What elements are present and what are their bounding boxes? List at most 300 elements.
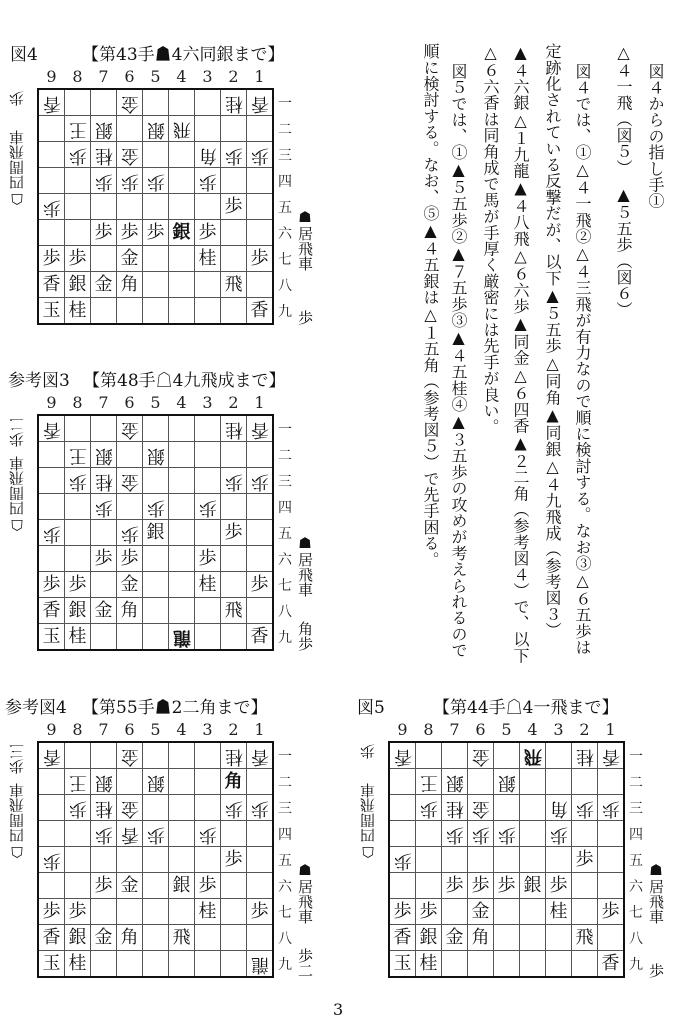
gote-piece: 香 — [42, 418, 61, 440]
board-square — [65, 821, 90, 846]
board-square — [65, 272, 90, 297]
gote-piece: 香 — [120, 823, 139, 845]
rank-number: 四 — [278, 826, 292, 843]
board-square — [91, 494, 116, 519]
board-square — [117, 899, 142, 924]
file-number: 6 — [124, 67, 135, 86]
board-square — [39, 168, 64, 193]
board-square — [494, 847, 519, 872]
board-square — [65, 598, 90, 623]
board-square — [247, 795, 272, 820]
board-square — [117, 743, 142, 768]
sente-strategy: 居飛車 — [296, 226, 314, 271]
sente-piece: 銀 — [68, 926, 87, 948]
board-square — [572, 951, 597, 976]
gote-strategy: 四間飛車 — [8, 130, 26, 190]
gote-piece: 金 — [120, 745, 139, 767]
board-square — [390, 847, 415, 872]
gote-piece: 歩 — [146, 496, 165, 518]
board-square — [143, 821, 168, 846]
sente-piece: 桂 — [68, 952, 87, 974]
board-square — [416, 925, 441, 950]
board-square — [247, 598, 272, 623]
board-square — [91, 220, 116, 245]
board-square — [143, 142, 168, 167]
gote-piece: 歩 — [393, 849, 412, 871]
board-square — [117, 142, 142, 167]
sente-piece: 桂 — [198, 900, 217, 922]
sente-piece: 桂 — [198, 573, 217, 595]
rank-number: 二 — [629, 774, 643, 791]
sente-piece: 歩 — [419, 900, 438, 922]
sente-pieces-in-hand: 歩 — [647, 963, 665, 978]
sente-player-info — [296, 534, 314, 651]
board-square — [195, 873, 220, 898]
sente-piece: 金 — [120, 573, 139, 595]
sente-piece: 歩 — [224, 521, 243, 543]
gote-piece: 王 — [419, 771, 438, 793]
rank-number: 三 — [278, 147, 292, 164]
board-square — [468, 769, 493, 794]
sente-piece: 歩 — [120, 547, 139, 569]
board-square — [221, 416, 246, 441]
board-square — [247, 168, 272, 193]
board-square — [494, 899, 519, 924]
board-square — [169, 142, 194, 167]
board-square — [117, 873, 142, 898]
board-square — [143, 769, 168, 794]
sente-piece: 歩 — [42, 573, 61, 595]
board-square — [169, 899, 194, 924]
file-number: 8 — [72, 393, 83, 412]
board-square — [91, 168, 116, 193]
board-square — [221, 546, 246, 571]
board-square — [494, 743, 519, 768]
board-square — [143, 624, 168, 649]
file-number: 3 — [202, 720, 213, 739]
sente-pieces-in-hand: 角歩 — [296, 621, 314, 651]
rank-number: 二 — [278, 447, 292, 464]
sente-piece: 玉 — [42, 299, 61, 321]
board-square — [143, 246, 168, 271]
board-square — [169, 795, 194, 820]
board-square — [39, 899, 64, 924]
board-square — [39, 246, 64, 271]
board-square — [468, 899, 493, 924]
board-square — [546, 847, 571, 872]
gote-piece: 香 — [42, 745, 61, 767]
board-square — [247, 899, 272, 924]
rank-number: 二 — [278, 121, 292, 138]
gote-piece: 歩 — [224, 470, 243, 492]
board-square — [195, 572, 220, 597]
sente-piece: 金 — [445, 926, 464, 948]
gote-piece: 香 — [601, 745, 620, 767]
gote-piece: 金 — [120, 92, 139, 114]
board-square — [468, 795, 493, 820]
board-square — [39, 116, 64, 141]
gote-piece: 金 — [471, 745, 490, 767]
gote-player-name — [8, 456, 26, 534]
board-square — [572, 899, 597, 924]
gote-piece: 歩 — [250, 470, 269, 492]
board-square — [546, 951, 571, 976]
sente-piece: 歩 — [497, 874, 516, 896]
board-square — [247, 847, 272, 872]
board-square — [598, 821, 623, 846]
sente-piece: 歩 — [198, 874, 217, 896]
board-square — [169, 546, 194, 571]
figure-label: 図4 — [10, 45, 38, 65]
board-square — [39, 494, 64, 519]
board-square — [572, 821, 597, 846]
board-square — [91, 925, 116, 950]
board-square — [169, 847, 194, 872]
gote-piece: 王 — [68, 771, 87, 793]
gote-piece: 銀 — [94, 444, 113, 466]
board-square — [117, 194, 142, 219]
board-square — [65, 220, 90, 245]
board-square — [468, 743, 493, 768]
gote-pieces-in-hand: 歩三 — [8, 744, 26, 774]
board-square — [169, 246, 194, 271]
board-square — [195, 847, 220, 872]
sente-piece: 桂 — [419, 952, 438, 974]
file-number: 1 — [605, 720, 616, 739]
rank-number: 三 — [629, 800, 643, 817]
sente-piece: 飛 — [575, 926, 594, 948]
board-square — [416, 951, 441, 976]
sente-piece: 桂 — [549, 900, 568, 922]
sente-player-info — [647, 861, 665, 978]
sente-piece: 香 — [601, 952, 620, 974]
gote-piece: 歩 — [198, 170, 217, 192]
sente-piece: 銀 — [172, 874, 191, 896]
board-square — [169, 168, 194, 193]
gote-piece: 歩 — [224, 144, 243, 166]
board-square — [572, 743, 597, 768]
diagram-fig5 — [357, 698, 665, 978]
sente-player-name — [296, 534, 314, 597]
rank-number: 三 — [278, 800, 292, 817]
sente-piece: 金 — [94, 599, 113, 621]
sente-piece: 歩 — [393, 900, 412, 922]
gote-piece: 歩 — [146, 170, 165, 192]
board-square — [65, 442, 90, 467]
board-square — [91, 298, 116, 323]
gote-piece: 銀 — [94, 118, 113, 140]
gote-piece: 桂 — [224, 745, 243, 767]
board-square — [598, 743, 623, 768]
commentary-line: 図４では、①△４一飛②△４三飛が有力なので順に検討する。なお③△６五歩は — [573, 63, 592, 656]
board-square — [65, 142, 90, 167]
board-square — [221, 795, 246, 820]
board-square — [195, 298, 220, 323]
file-labels — [39, 68, 272, 86]
board-square — [221, 246, 246, 271]
rank-labels — [277, 743, 293, 976]
board-square — [195, 116, 220, 141]
gote-piece: 歩 — [419, 797, 438, 819]
sente-piece: 角 — [120, 926, 139, 948]
board-square — [221, 442, 246, 467]
board-square — [468, 821, 493, 846]
board-square — [117, 416, 142, 441]
gote-strategy: 四間飛車 — [359, 783, 377, 843]
gote-piece: 歩 — [224, 797, 243, 819]
file-number: 6 — [475, 720, 486, 739]
file-labels — [39, 394, 272, 412]
board-square — [247, 951, 272, 976]
board-square — [143, 272, 168, 297]
gote-piece: 歩 — [68, 797, 87, 819]
gote-piece: 歩 — [250, 144, 269, 166]
rank-number: 六 — [629, 878, 643, 895]
board-square — [195, 743, 220, 768]
board-square — [39, 873, 64, 898]
board-square — [169, 598, 194, 623]
board-square — [247, 246, 272, 271]
board-square — [143, 220, 168, 245]
board-square — [169, 951, 194, 976]
board-square — [468, 951, 493, 976]
board-square — [169, 769, 194, 794]
move-sequence-2: ▲５五歩（図６） — [614, 185, 633, 318]
board-square — [247, 468, 272, 493]
board-square — [39, 572, 64, 597]
sente-player-info — [296, 861, 314, 978]
sente-piece: 銀 — [172, 221, 191, 243]
board-square — [520, 795, 545, 820]
sente-piece: 香 — [42, 599, 61, 621]
board-square — [520, 925, 545, 950]
commentary-line: △６六香は同角成で馬が手厚く厳密には先手が良い。 — [481, 43, 500, 435]
sente-pieces-in-hand: 歩二 — [296, 948, 314, 978]
sente-piece: 歩 — [94, 874, 113, 896]
board-square — [390, 873, 415, 898]
gote-piece: 歩 — [42, 849, 61, 871]
rank-number: 八 — [278, 603, 292, 620]
board-square — [39, 821, 64, 846]
gote-pieces-in-hand: 歩 — [359, 744, 377, 759]
sente-mark-icon: ☗ — [296, 534, 314, 552]
gote-strategy: 四間飛車 — [8, 456, 26, 516]
board-square — [416, 899, 441, 924]
gote-mark-icon: ☖ — [8, 190, 26, 208]
file-number: 7 — [98, 720, 109, 739]
file-number: 5 — [150, 720, 161, 739]
sente-piece: 歩 — [250, 573, 269, 595]
board-square — [520, 951, 545, 976]
board-square — [195, 272, 220, 297]
gote-piece: 飛 — [523, 745, 542, 767]
board-square — [117, 468, 142, 493]
board-square — [91, 90, 116, 115]
diagram-reference-3 — [8, 371, 314, 651]
board-square — [598, 873, 623, 898]
board-square — [143, 416, 168, 441]
file-number: 2 — [228, 67, 239, 86]
sente-piece: 歩 — [471, 874, 490, 896]
sente-piece: 金 — [120, 874, 139, 896]
board-square — [520, 769, 545, 794]
board-square — [598, 847, 623, 872]
board-square — [39, 795, 64, 820]
board-square — [39, 951, 64, 976]
board-square — [247, 546, 272, 571]
board-square — [247, 442, 272, 467]
sente-strategy: 居飛車 — [296, 552, 314, 597]
gote-piece: 銀 — [445, 771, 464, 793]
sente-piece: 飛 — [224, 273, 243, 295]
sente-piece: 香 — [250, 625, 269, 647]
rank-number: 七 — [278, 577, 292, 594]
board-square — [91, 743, 116, 768]
board-square — [572, 873, 597, 898]
board-square — [91, 142, 116, 167]
board-square — [39, 769, 64, 794]
gote-piece: 香 — [250, 745, 269, 767]
gote-piece: 歩 — [575, 797, 594, 819]
sente-piece: 銀 — [419, 926, 438, 948]
board-square — [117, 821, 142, 846]
rank-number: 四 — [629, 826, 643, 843]
sente-piece: 歩 — [94, 547, 113, 569]
board-square — [39, 142, 64, 167]
board-square — [416, 743, 441, 768]
board-square — [195, 246, 220, 271]
sente-piece: 歩 — [198, 547, 217, 569]
board-square — [221, 572, 246, 597]
figure-label: 参考図3 — [8, 371, 70, 391]
board-square — [494, 925, 519, 950]
board-square — [247, 572, 272, 597]
board-square — [494, 795, 519, 820]
sente-piece: 銀 — [68, 599, 87, 621]
sente-piece: 桂 — [198, 247, 217, 269]
board-square — [247, 769, 272, 794]
board-square — [390, 899, 415, 924]
file-number: 4 — [527, 720, 538, 739]
gote-piece: 角 — [198, 144, 217, 166]
rank-labels — [628, 743, 644, 976]
gote-piece: 歩 — [549, 823, 568, 845]
board-square — [169, 194, 194, 219]
board-square — [143, 116, 168, 141]
rank-number: 四 — [278, 499, 292, 516]
board-square — [91, 847, 116, 872]
sente-piece: 飛 — [172, 926, 191, 948]
board-square — [195, 624, 220, 649]
file-number: 2 — [228, 393, 239, 412]
board-square — [546, 743, 571, 768]
board-square — [494, 769, 519, 794]
board-square — [91, 246, 116, 271]
sente-piece: 角 — [120, 599, 139, 621]
board-square — [546, 873, 571, 898]
board-square — [39, 468, 64, 493]
board-square — [195, 951, 220, 976]
file-number: 3 — [202, 67, 213, 86]
rank-number: 六 — [278, 225, 292, 242]
commentary-line: 定跡化されている反撃だが、以下▲５五歩△同角▲同銀△４九飛成（参考図３） — [543, 43, 562, 639]
board-square — [65, 743, 90, 768]
board-square — [143, 298, 168, 323]
board-square — [91, 951, 116, 976]
board-square — [65, 298, 90, 323]
board-square — [117, 951, 142, 976]
board-square — [169, 220, 194, 245]
gote-piece: 歩 — [68, 144, 87, 166]
board-square — [494, 873, 519, 898]
diagram-fig4 — [8, 45, 314, 325]
board-square — [247, 142, 272, 167]
board-square — [143, 743, 168, 768]
board-square — [65, 520, 90, 545]
gote-piece: 桂 — [94, 470, 113, 492]
sente-piece: 玉 — [42, 952, 61, 974]
board-square — [520, 847, 545, 872]
rank-number: 七 — [278, 904, 292, 921]
figure-caption: 【第44手☖4一飛まで】 — [433, 698, 619, 718]
sente-piece: 角 — [120, 273, 139, 295]
rank-number: 二 — [278, 774, 292, 791]
sente-piece: 桂 — [68, 625, 87, 647]
board-square — [65, 899, 90, 924]
board-square — [195, 142, 220, 167]
board-square — [442, 899, 467, 924]
rank-number: 九 — [278, 303, 292, 320]
file-number: 7 — [98, 67, 109, 86]
gote-piece: 歩 — [120, 522, 139, 544]
board-square — [91, 116, 116, 141]
rank-number: 一 — [278, 95, 292, 112]
board-square — [572, 847, 597, 872]
file-number: 9 — [46, 393, 57, 412]
sente-piece: 歩 — [42, 247, 61, 269]
sente-player-info — [296, 208, 314, 325]
board-square — [247, 116, 272, 141]
shogi-board — [37, 741, 274, 978]
board-square — [416, 847, 441, 872]
board-square — [169, 873, 194, 898]
board-square — [247, 520, 272, 545]
rank-number: 五 — [278, 852, 292, 869]
board-square — [117, 624, 142, 649]
sente-piece: 角 — [224, 770, 243, 792]
gote-piece: 金 — [120, 418, 139, 440]
board-square — [169, 416, 194, 441]
sente-piece: 歩 — [575, 848, 594, 870]
board-square — [598, 951, 623, 976]
sente-strategy: 居飛車 — [647, 879, 665, 924]
board-square — [91, 899, 116, 924]
board-square — [572, 925, 597, 950]
board-square — [416, 873, 441, 898]
commentary-line: 順に検討する。なお、⑤▲４五銀は△１五角（参考図５）で先手困る。 — [421, 43, 440, 568]
gote-piece: 金 — [120, 797, 139, 819]
file-number: 6 — [124, 720, 135, 739]
sente-piece: 歩 — [549, 874, 568, 896]
board-square — [143, 442, 168, 467]
board-square — [442, 873, 467, 898]
board-square — [169, 821, 194, 846]
board-square — [520, 821, 545, 846]
gote-piece: 歩 — [94, 823, 113, 845]
board-square — [572, 769, 597, 794]
board-square — [169, 298, 194, 323]
sente-piece: 歩 — [250, 247, 269, 269]
